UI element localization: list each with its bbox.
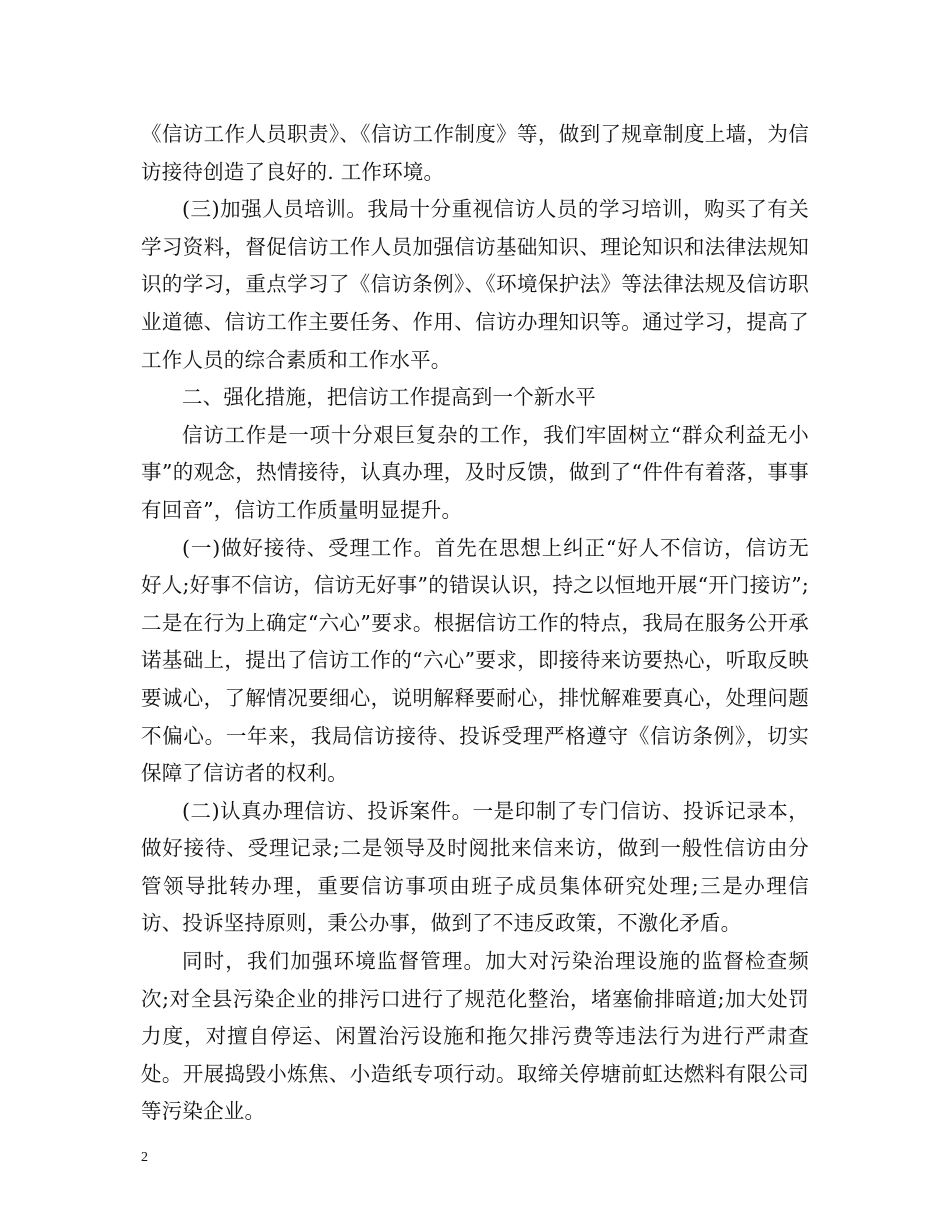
paragraph-case-handling: (二)认真办理信访、投诉案件。一是印制了专门信访、投诉记录本，做好接待、受理记录;二是领导及时阅批来信来访，做到一般性信访由分管领导批转办理，重要信访事项由班子成员集体研究处理;三是办理信访、投诉坚持原则，秉公办事，做到了不违反政策，不激化矛盾。 — [141, 798, 809, 936]
paragraph-staff-training: (三)加强人员培训。我局十分重视信访人员的学习培训，购买了有关学习资料，督促信访工作人员加强信访基础知识、理论知识和法律法规知识的学习，重点学习了《信访条例》、《环境保护法》等法律法规及信访职业道德、信访工作主要任务、作用、信访办理知识等。通过学习，提高了工作人员的综合素质和工作水平。 — [141, 197, 809, 372]
document-body — [141, 116, 809, 1131]
paragraph-reception-handling: (一)做好接待、受理工作。首先在思想上纠正“好人不信访，信访无好人;好事不信访，信访无好事”的错误认识，持之以恒地开展“开门接访”;二是在行为上确定“六心”要求。根据信访工作的特点，我局在服务公开承诺基础上，提出了信访工作的“六心”要求，即接待来访要热心，听取反映要诚心，了解情况要细心，说明解释要耐心，排忧解难要真心，处理问题不偏心。一年来，我局信访接待、投诉受理严格遵守《信访条例》，切实保障了信访者的权利。 — [141, 535, 809, 786]
page-number: 2 — [141, 1150, 148, 1165]
paragraph-petition-overview: 信访工作是一项十分艰巨复杂的工作，我们牢固树立“群众利益无小事”的观念，热情接待，认真办理，及时反馈，做到了“件件有着落，事事有回音”，信访工作质量明显提升。 — [141, 422, 809, 522]
paragraph-environmental-supervision: 同时，我们加强环境监督管理。加大对污染治理设施的监督检查频次;对全县污染企业的排污口进行了规范化整治，堵塞偷排暗道;加大处罚力度，对擅自停运、闲置治污设施和拖欠排污费等违法行为进行严肃查处。开展捣毁小炼焦、小造纸专项行动。取缔关停塘前虹达燃料有限公司等污染企业。 — [141, 949, 809, 1124]
paragraph-regulations: 《信访工作人员职责》、《信访工作制度》等，做到了规章制度上墙，为信访接待创造了良好的. 工作环境。 — [141, 122, 809, 184]
section-heading-strengthen-measures: 二、强化措施，把信访工作提高到一个新水平 — [182, 385, 596, 410]
